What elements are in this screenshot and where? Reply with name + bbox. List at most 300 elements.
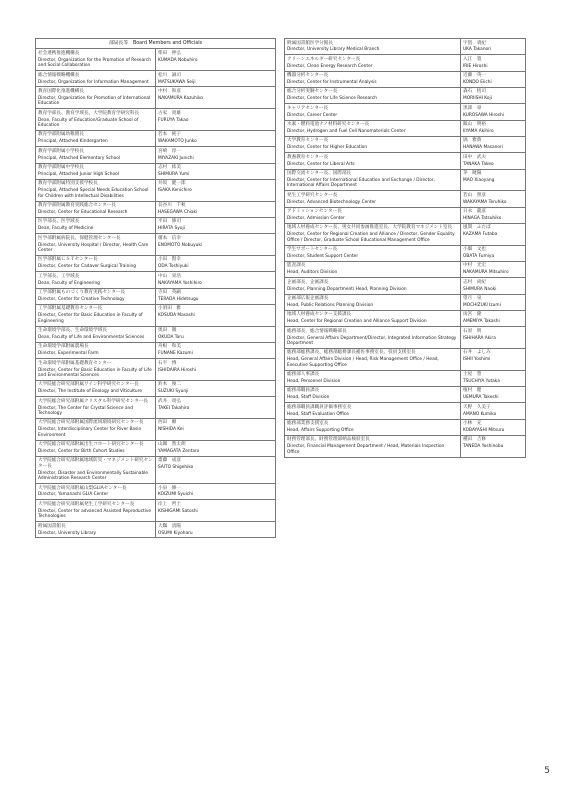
position-en: Head, Center for Regional Creation and Alliance Support Division (287, 319, 427, 325)
name-cell (461, 169, 526, 191)
name-en: SHIMURA Yumi (158, 171, 190, 177)
name-cell (156, 272, 276, 288)
position-cell (285, 386, 461, 402)
name-jp: 日永 龍彦 (463, 209, 487, 215)
position-en: Director, Organization for the Promotion of Research and Social Collaboration (38, 57, 151, 69)
name-jp: 松川 誠司 (158, 72, 181, 78)
position-cell (285, 153, 461, 169)
name-en: OKUDA Toru (158, 334, 184, 340)
name-en: SAITO Shigehiko (158, 465, 194, 471)
table-row (36, 342, 276, 358)
position-jp: 教育学部長、教育学域長、大学院教育学研究科長 (38, 110, 140, 116)
name-en: TANEDA Yoshinobu (463, 444, 504, 450)
table-row (36, 359, 276, 381)
name-jp: 宮崎 淳一 (158, 148, 181, 154)
position-jp: 教育学部附属幼稚園長 (38, 132, 84, 138)
name-jp: 奥田 徹 (158, 328, 177, 334)
position-en: Head, General Affairs Division / Head, Risk Management Office / Head, Executive Supporting Office (287, 357, 439, 368)
position-cell (285, 55, 461, 71)
name-cell (156, 147, 276, 163)
position-en: Principal, Attached Kindergarten (38, 139, 108, 145)
position-cell (285, 278, 461, 294)
position-en: Director, Yamanashi GLIA Center (38, 492, 109, 498)
name-cell (461, 153, 526, 169)
name-jp: 石井 よしみ (463, 350, 491, 356)
position-jp: 監査課長 (287, 263, 306, 269)
name-jp: 平田 修司 (158, 219, 181, 225)
right-column (284, 38, 526, 458)
table-row (285, 327, 526, 349)
name-jp: 近藤 英一 (463, 73, 487, 79)
table-row (285, 207, 526, 223)
position-cell (36, 397, 156, 419)
name-cell (461, 403, 526, 419)
name-cell (156, 326, 276, 342)
position-cell (36, 440, 156, 456)
position-jp: 総務部人事課長 (287, 372, 320, 378)
name-en: KOBAYASHI Mitsuru (463, 427, 505, 433)
name-jp: 石原 明 (463, 328, 482, 334)
name-en: SUZUKI Syunji (158, 389, 189, 395)
table-row (285, 71, 526, 87)
position-cell (285, 39, 461, 55)
position-en: Director, The Institute of Enology and Viticulture (38, 389, 142, 395)
name-jp: 大隅 清陽 (158, 523, 181, 529)
name-en: FUNANE Kazumi (158, 351, 193, 357)
position-en: Head, Affairs Supporting Office (287, 427, 354, 433)
position-cell (285, 223, 461, 245)
name-cell (156, 304, 276, 326)
name-cell (156, 342, 276, 358)
table-row (36, 147, 276, 163)
name-cell (461, 327, 526, 349)
position-en: Director, Student Support Center (287, 253, 359, 259)
position-cell (36, 234, 156, 256)
name-jp: 長谷川 千秋 (158, 203, 186, 209)
name-cell (156, 359, 276, 381)
officials-table-left (35, 38, 276, 538)
name-cell (156, 418, 276, 440)
name-jp: 舟根 和美 (158, 344, 181, 350)
name-jp: 寺田 英嗣 (158, 290, 181, 295)
name-en: KAZAMA Futaba (463, 232, 498, 238)
name-en: TSUCHIYA Yutaka (463, 378, 500, 384)
table-row (285, 104, 526, 120)
table-row (285, 39, 526, 55)
name-cell (156, 522, 276, 538)
position-en: Director, University Library Medical Branch (287, 47, 380, 53)
name-cell (461, 223, 526, 245)
page-number: 5 (544, 766, 550, 776)
table-row (36, 288, 276, 304)
name-en: ISHIDAIRA Hiroshi (158, 367, 196, 373)
name-en: KOSUDA Masashi (158, 313, 195, 319)
name-jp: 井坂 健一郎 (158, 181, 186, 187)
position-jp: 生命環境学部附属基礎教育センター (38, 360, 112, 366)
table-row (36, 255, 276, 271)
name-jp: 柴田 伸弘 (158, 50, 181, 56)
name-en: UKA Takanori (463, 47, 492, 53)
name-en: ISAKA Kenichiro (158, 188, 192, 194)
position-jp: 総合情報戦略機構長 (38, 72, 80, 78)
position-en: Dean, Faculty of Life and Environmental Sciences (38, 334, 145, 340)
name-cell (156, 288, 276, 304)
name-en: TERADA Hidetsugu (158, 296, 199, 302)
name-jp: 天野 久美子 (463, 404, 491, 410)
table-row (285, 120, 526, 136)
position-cell (36, 130, 156, 146)
name-en: KUROSAWA Hiroshi (463, 112, 504, 118)
position-jp: 大学院総合研究部附属地域防災・マネジメント研究センター長 (38, 458, 153, 469)
position-cell (285, 294, 461, 310)
name-jp: 志村 結美 (158, 165, 181, 170)
table-row (285, 245, 526, 261)
position-cell (285, 310, 461, 326)
table-row (285, 136, 526, 152)
position-jp: 教養教育センター長 (287, 154, 329, 160)
position-cell (285, 261, 461, 277)
position-cell (36, 418, 156, 440)
table-row (36, 109, 276, 131)
position-cell (36, 71, 156, 87)
table-row (285, 191, 526, 207)
position-en: Principal, Attached Special Needs Education School for Children with Intellectual Disabilities (38, 188, 149, 199)
position-jp: 医学部附属ＣＳＴセンター長 (38, 257, 98, 263)
name-cell (156, 500, 276, 522)
name-en: OBATA Fumiya (463, 253, 495, 259)
position-cell (36, 456, 156, 483)
position-cell (36, 272, 156, 288)
table-row (36, 304, 276, 326)
name-jp: 中村 和彦 (158, 88, 181, 94)
position-en: Director, Center for Basic Education in Faculty of Engineering (38, 313, 143, 324)
name-cell (461, 348, 526, 370)
table-row (36, 163, 276, 179)
name-jp: 若本 純子 (158, 132, 181, 138)
name-jp: 小畑 文也 (463, 247, 487, 253)
name-en: ENOMOTO Nobuyuki (158, 242, 203, 248)
name-jp: 石平 博 (158, 360, 177, 366)
table-row (36, 179, 276, 201)
position-jp: 大学院総合研究部附属出生コホート研究センター長 (38, 442, 144, 448)
table-row (285, 370, 526, 386)
position-cell (285, 136, 461, 152)
table-row (36, 130, 276, 146)
name-en: KONDO Eiichi (463, 80, 492, 86)
name-jp: 山縣 然太朗 (158, 442, 186, 448)
name-jp: 鈴木 俊二 (158, 382, 181, 388)
table-header (36, 39, 276, 49)
position-jp: 発生工学研究センター長 (287, 192, 338, 198)
position-jp: 大学院総合研究部附属クリスタル科学研究センター長 (38, 398, 148, 404)
position-jp: 附属図書館医学分館長 (287, 40, 333, 46)
position-en: Director, Center for Liberal Arts (287, 161, 355, 167)
position-en: Director, Clean Energy Research Center (287, 63, 373, 69)
position-en: Director, The Center for Crystal Science and Technology (38, 405, 133, 416)
name-jp: 塙 雅典 (463, 138, 482, 144)
name-cell (156, 234, 276, 256)
table-row (285, 435, 526, 457)
position-jp: 大学院総合研究部附属国際流域環境研究センター長 (38, 420, 144, 426)
position-jp: 工学部附属ものづくり教育実践センター長 (38, 290, 126, 295)
position-jp: 機器分析センター長 (287, 73, 329, 79)
name-en: AMANO Kumiko (463, 411, 497, 417)
position-cell (36, 380, 156, 396)
name-jp: 小須田 雅 (158, 306, 181, 312)
position-cell (285, 87, 461, 103)
position-jp: 総務部職員課職員評価事務室長 (287, 404, 352, 410)
name-cell (156, 49, 276, 71)
officials-table-right (284, 38, 526, 458)
table-row (36, 418, 276, 440)
position-jp: アドミッションセンター長 (287, 209, 342, 215)
name-jp: 武井 貴弘 (158, 398, 181, 404)
name-jp: 森石 恆司 (463, 89, 487, 95)
position-en: Director, University Hospital / Director, Health Care Center (38, 242, 149, 253)
table-row (285, 403, 526, 419)
position-en: Director, Interdisciplinary Center for River Basin Environment (38, 427, 142, 438)
name-en: NAKAYAMA Yoshihiro (158, 280, 202, 286)
position-en: Director, Center for Higher Education (287, 145, 368, 151)
table-row (285, 153, 526, 169)
position-jp: 財務管理部長、財務管理部納品検収室長 (287, 437, 370, 443)
position-jp: 工学部附属基礎教育センター長 (38, 306, 103, 312)
position-jp: 教育国際化推進機構長 (38, 88, 84, 94)
name-cell (156, 179, 276, 201)
name-en: NAKAMURA Mitsuhiro (463, 270, 509, 276)
name-jp: 宇賀 貴紀 (463, 40, 487, 46)
position-jp: クリーンエネルギー研究センター長 (287, 56, 361, 62)
position-cell (285, 104, 461, 120)
name-jp: 小田 賢幸 (158, 257, 181, 263)
name-jp: 若山 照彦 (463, 192, 487, 198)
position-jp: 総合分析実験センター長 (287, 89, 338, 95)
name-jp: 齋藤 成彦 (158, 458, 181, 464)
position-en: Director, Experimental Farm (38, 351, 99, 357)
position-jp: 大学院総合研究部附属発生工学研究センター長 (38, 501, 135, 507)
name-cell (156, 87, 276, 109)
position-jp: 地域人材養成センター支援課長 (287, 312, 352, 318)
table-row (36, 397, 276, 419)
position-en: Director, Advanced Biotechnology Center (287, 199, 377, 205)
position-cell (36, 342, 156, 358)
position-en: Dean, Faculty of Medicine (38, 226, 94, 232)
name-cell (461, 55, 526, 71)
name-cell (461, 419, 526, 435)
name-cell (156, 380, 276, 396)
left-column (35, 38, 276, 538)
name-en: FURUYA Takao (158, 117, 189, 123)
name-cell (156, 130, 276, 146)
name-en: TAKEI Takahiro (158, 405, 190, 411)
position-cell (36, 163, 156, 179)
position-cell (285, 120, 461, 136)
position-en: Head, Auditors Division (287, 270, 338, 276)
name-cell (461, 71, 526, 87)
name-en: KUMADA Nobuhiro (158, 57, 198, 63)
position-cell (36, 522, 156, 538)
position-cell (36, 304, 156, 326)
table-row (285, 294, 526, 310)
position-cell (36, 500, 156, 522)
position-jp: 企画部広報企画課長 (287, 296, 329, 301)
name-cell (461, 39, 526, 55)
name-en: MATSUKAWA Seiji (158, 79, 196, 85)
name-en: WAKAYAMA Teruhiko (463, 199, 507, 205)
position-jp: 教育学部附属中学校長 (38, 165, 84, 170)
position-jp: 医学部附属病院長、保健管理センター長 (38, 235, 121, 241)
name-cell (156, 201, 276, 217)
name-jp: 風間 ふたば (463, 225, 491, 231)
name-cell (156, 71, 276, 87)
position-en: Director, Center for Birth Cohort Studies (38, 449, 125, 455)
name-cell (461, 104, 526, 120)
name-en: OSUMI Kiyoharu (158, 530, 193, 536)
name-en: ODA Toshiyuki (158, 264, 189, 270)
position-jp: 教育学部附属教育実践総合センター長 (38, 203, 116, 209)
name-en: HANAWA Masanori (463, 145, 503, 151)
position-en: Director, Hydrogen and Fuel Cell Nanomaterials Center (287, 128, 406, 134)
name-cell (156, 484, 276, 500)
name-jp: 古家 貴雄 (158, 110, 181, 116)
table-row (285, 386, 526, 402)
name-en: HIRATA Syuji (158, 226, 185, 232)
position-cell (36, 359, 156, 381)
position-en: Director, Center for Basic Education in Faculty of Life and Environmental Sciences (38, 367, 152, 378)
position-en: Director, Center for Educational Research (38, 209, 128, 215)
table-row (285, 278, 526, 294)
table-row (36, 234, 276, 256)
table-row (36, 272, 276, 288)
name-jp: 茅 暁陽 (463, 171, 482, 176)
name-en: HASEGAWA Chiaki (158, 209, 198, 215)
name-cell (156, 217, 276, 233)
position-jp: 企画部長、企画課長 (287, 279, 329, 285)
name-jp: 飯山 明裕 (463, 122, 487, 128)
position-jp: 総務部業務支援室長 (287, 421, 329, 426)
table-row (36, 49, 276, 71)
name-cell (461, 386, 526, 402)
table-row (285, 223, 526, 245)
table-row (285, 348, 526, 370)
table-row (36, 484, 276, 500)
table-row (285, 310, 526, 326)
position-jp: 総務部総務課長、総務部総務課長補佐事務室長、役員支援室長 (287, 350, 416, 356)
name-en: IRIE Hiroshi (463, 63, 488, 69)
position-en: Head, Staff Evaluation Office (287, 411, 349, 417)
name-en: HINAGA Tatsuhiko (463, 215, 502, 221)
name-jp: 中山 栄浩 (158, 273, 181, 279)
position-cell (36, 288, 156, 304)
name-jp: 岸上 哲士 (158, 501, 181, 507)
name-jp: 土屋 豊 (463, 372, 482, 378)
position-en: Director, Planning Department/ Head, Planning Division (287, 286, 407, 292)
name-en: TANAKA Takeo (463, 161, 494, 167)
position-jp: 教育学部附属小学校長 (38, 148, 84, 154)
name-cell (156, 255, 276, 271)
name-cell (461, 435, 526, 457)
name-jp: 中村 光宏 (463, 263, 487, 269)
position-en: Director, Center for Instrumental Analysis (287, 80, 377, 86)
position-jp: 学生サポートセンター長 (287, 247, 338, 253)
position-jp: 国際交流センター長、国際部長 (287, 171, 352, 176)
name-en: MAO Xiaoyang (463, 177, 495, 183)
position-en: Head, Public Relations Planning Division (287, 302, 374, 308)
name-jp: 西田 継 (158, 420, 177, 426)
position-cell (285, 207, 461, 223)
name-cell (156, 397, 276, 419)
position-jp: 大学院総合研究部附属ワイン科学研究センター長 (38, 382, 139, 388)
name-cell (156, 109, 276, 131)
name-cell (461, 245, 526, 261)
name-cell (156, 440, 276, 456)
name-jp: 植村 健 (463, 388, 482, 394)
table-row (36, 522, 276, 538)
name-cell (461, 207, 526, 223)
table-row (36, 217, 276, 233)
position-cell (285, 435, 461, 457)
name-en: NISHIDA Kei (158, 427, 184, 433)
position-cell (36, 109, 156, 131)
position-en: Principal, Attached Elementary School (38, 155, 121, 161)
name-cell (461, 278, 526, 294)
position-cell (36, 179, 156, 201)
table-row (36, 326, 276, 342)
position-cell (36, 87, 156, 109)
position-en: Director, General Affairs Department/Director, Integrated Information Strategy Department (287, 335, 457, 346)
name-cell (461, 261, 526, 277)
position-jp: 教育学部附属特別支援学校長 (38, 181, 98, 187)
position-cell (36, 326, 156, 342)
position-en: Director, Admission Center (287, 215, 345, 221)
position-jp: 地域人材養成センター長、男女共同参画推進室長、大学院教育マネジメント室長 (287, 225, 453, 231)
position-jp: 生命環境学部附属農場長 (38, 344, 89, 350)
name-cell (156, 456, 276, 483)
name-en: WAKAMOTO Junko (158, 139, 197, 145)
position-cell (285, 327, 461, 349)
position-en: Director, Financial Management Department / Head, Materials Inspection Office (287, 444, 445, 455)
name-jp: 種田 吉修 (463, 437, 487, 443)
name-jp: 榎本 信幸 (158, 235, 181, 241)
name-jp: 望月 泉 (463, 296, 482, 301)
position-en: Dean, Faculty of Engineering (38, 280, 100, 286)
name-en: AMEMIYA Takashi (463, 319, 500, 325)
position-en: Director, Disaster and Environmentally Sustainable Administration Research Center (38, 470, 149, 482)
position-jp: キャリアセンター長 (287, 105, 329, 111)
position-cell (285, 370, 461, 386)
table-row (285, 169, 526, 191)
position-jp: 医学部長、医学域長 (38, 219, 80, 225)
table-row (285, 261, 526, 277)
position-en: Principal, Attached Junior High School (38, 171, 119, 177)
name-jp: 雨宮 隆 (463, 312, 482, 318)
name-jp: 小林 充 (463, 421, 482, 426)
position-jp: 大学院総合研究部附属山梨GLIAセンター長 (38, 485, 127, 491)
position-cell (285, 245, 461, 261)
name-en: MORIISHI Koji (463, 96, 492, 102)
table-row (36, 500, 276, 522)
name-cell (461, 87, 526, 103)
table-row (285, 87, 526, 103)
name-en: MOCHIZUKI Izumi (463, 302, 501, 308)
name-en: KOIZUMI Syuichi (158, 492, 194, 498)
position-en: Director, Center for Regional Creation and Alliance / Director, Gender Equality Office / Director, Graduate School Educational Management Office (287, 232, 455, 243)
name-en: KISHIGAMI Satoshi (158, 508, 198, 514)
name-en: YAMAGATA Zentaro (158, 449, 200, 455)
position-cell (36, 49, 156, 71)
name-cell (156, 163, 276, 179)
position-cell (36, 255, 156, 271)
